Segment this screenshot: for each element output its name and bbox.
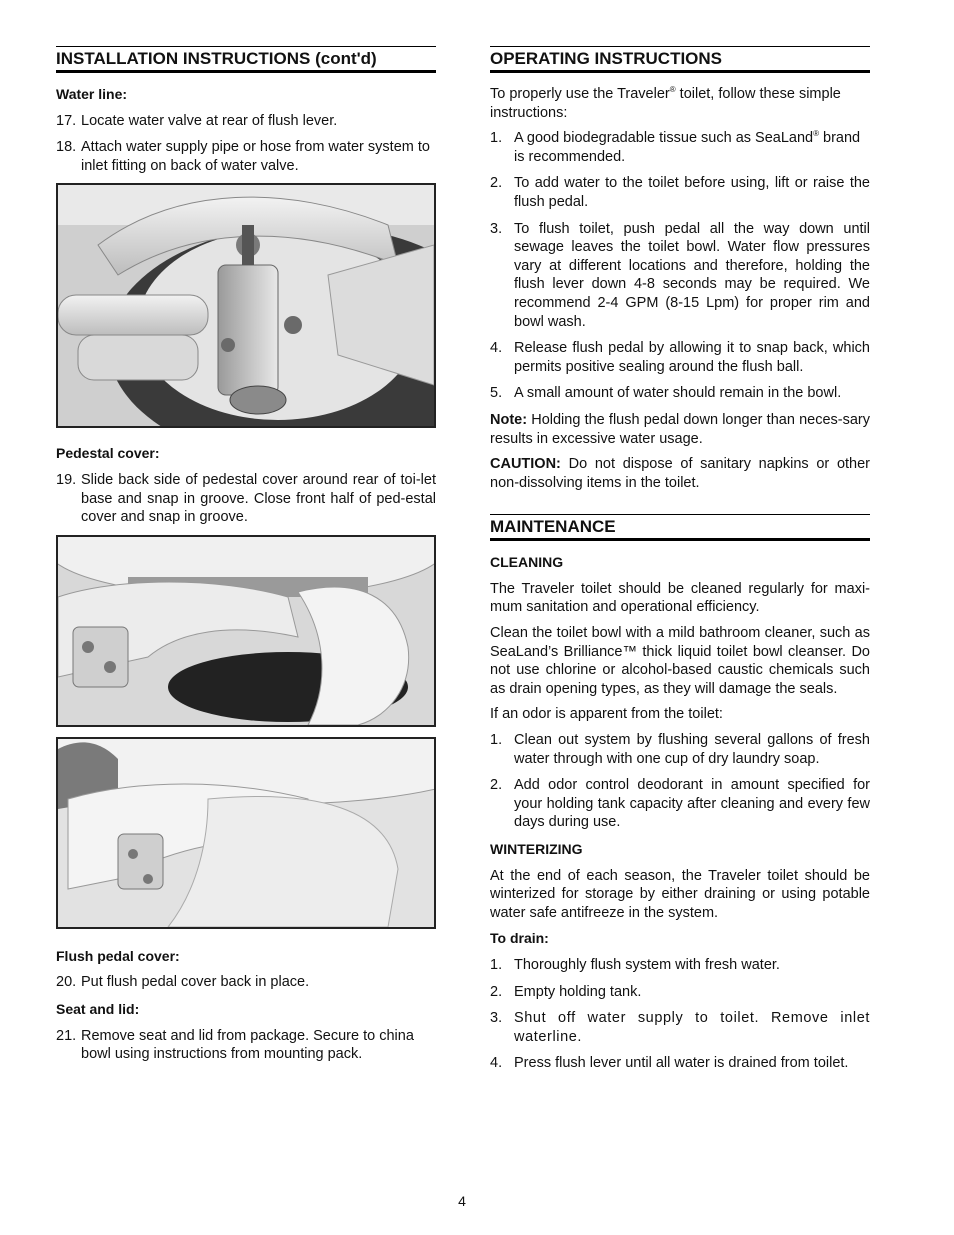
drain-title: To drain: (490, 930, 549, 947)
step-number: 1. (490, 130, 503, 147)
drain-step-3 (490, 1009, 870, 1046)
pedestal-cover-title: Pedestal cover: (56, 445, 160, 462)
drain-step-2 (490, 983, 870, 1002)
flush-pedal-cover-title: Flush pedal cover: (56, 947, 180, 964)
page-number: 4 (458, 1193, 466, 1209)
step-number: 18. (56, 139, 77, 156)
step-text: Thoroughly flush system with fresh water. (514, 956, 780, 973)
installation-heading: INSTALLATION INSTRUCTIONS (cont'd) (56, 46, 436, 73)
pedestal-cover-closed-photo (56, 737, 436, 929)
step-text-a: A good biodegradable tissue such as SeaLand (514, 130, 814, 147)
note-paragraph (490, 411, 870, 448)
right-column (490, 46, 870, 1081)
step-number: 19. (56, 471, 77, 488)
registered-mark: ® (669, 85, 676, 95)
step-text: Shut off water supply to toilet. Remove inlet waterline. (514, 1010, 870, 1045)
cleaning-paragraph-2: Clean the toilet bowl with a mild bathroom cleaner, such as SeaLand’s Brilliance™ thick liquid toilet bowl cleanser. Do not use chlorine or alcohol-based caustic chemicals such as drain opening types, as they will damage the seals. (490, 625, 870, 697)
operating-heading: OPERATING INSTRUCTIONS (490, 46, 870, 73)
step-number: 17. (56, 112, 77, 129)
step-text: Slide back side of pedestal cover around rear of toi-let base and snap in groove. Close front half of ped-estal cover and snap in groove. (81, 471, 436, 526)
step-number: 4. (490, 340, 503, 357)
step-text: Locate water valve at rear of flush lever. (81, 112, 338, 129)
step-number: 3. (490, 220, 503, 237)
step-number: 2. (490, 777, 503, 794)
caution-paragraph (490, 455, 870, 492)
intro-text-end: toilet, follow these simple instructions: (490, 86, 841, 121)
water-valve-photo (56, 183, 436, 428)
step-number: 2. (490, 983, 503, 1000)
step-text: Remove seat and lid from package. Secure to china bowl using instructions from mounting pack. (81, 1027, 414, 1063)
pedestal-cover-open-photo (56, 535, 436, 727)
odor-intro: If an odor is apparent from the toilet: (490, 706, 723, 723)
drain-step-4 (490, 1054, 870, 1073)
operating-step-2 (490, 174, 870, 211)
step-number: 20. (56, 974, 77, 991)
winterizing-title: WINTERIZING (490, 841, 583, 857)
note-label: Note: (490, 411, 528, 428)
step-17 (56, 112, 436, 131)
operating-step-3 (490, 220, 870, 332)
maintenance-heading: MAINTENANCE (490, 514, 870, 541)
step-20 (56, 973, 436, 992)
odor-step-2 (490, 776, 870, 832)
step-18 (56, 138, 436, 175)
step-number: 3. (490, 1010, 503, 1027)
step-21 (56, 1027, 436, 1064)
left-column (56, 46, 436, 1072)
cleaning-title: CLEANING (490, 554, 564, 571)
odor-step-1 (490, 731, 870, 768)
cleaning-paragraph-1: The Traveler toilet should be cleaned regularly for maxi-mum sanitation and operational efficiency. (490, 580, 870, 616)
seat-and-lid-title: Seat and lid: (56, 1000, 140, 1017)
registered-mark: ® (813, 129, 819, 139)
operating-step-5 (490, 384, 870, 403)
step-text: Clean out system by flushing several gallons of fresh water through with one cup of dry laundry soap. (514, 732, 870, 767)
step-number: 5. (490, 385, 503, 402)
step-number: 1. (490, 956, 503, 973)
caution-text: Do not dispose of sanitary napkins or other non-dissolving items in the toilet. (490, 456, 870, 491)
step-text: A small amount of water should remain in the bowl. (514, 385, 842, 402)
step-text: Add odor control deodorant in amount specified for your holding tank capacity after cleaning and every few days during use. (514, 777, 870, 831)
step-text: Attach water supply pipe or hose from water system to inlet fitting on back of water valve. (81, 139, 430, 174)
step-number: 1. (490, 732, 503, 749)
step-number: 4. (490, 1055, 503, 1072)
step-text: Release flush pedal by allowing it to snap back, which permits positive sealing around the flush ball. (514, 340, 870, 375)
drain-step-1 (490, 956, 870, 975)
step-text: To add water to the toilet before using, lift or raise the flush pedal. (514, 175, 870, 210)
intro-text: To properly use the Traveler (490, 86, 670, 102)
step-text: To flush toilet, push pedal all the way down until sewage leaves the toilet bowl. Water flow pressures vary at different locations and therefore, holding the flush lever down 4-8 seconds may be required. We recommend 2-4 GPM (8-15 Lpm) for proper rim and bowl wash. (514, 220, 870, 330)
step-text: Press flush lever until all water is drained from toilet. (514, 1055, 849, 1072)
step-19 (56, 471, 436, 527)
winterizing-paragraph: At the end of each season, the Traveler toilet should be winterized for storage by either draining or using potable water safe antifreeze in the system. (490, 867, 870, 921)
water-line-title: Water line: (56, 86, 128, 102)
step-text-b: brand is recommended. (514, 130, 861, 165)
operating-intro (490, 85, 870, 122)
step-text: Empty holding tank. (514, 983, 642, 1000)
caution-label: CAUTION: (490, 456, 561, 473)
operating-step-4 (490, 339, 870, 376)
step-number: 2. (490, 175, 503, 192)
note-text: Holding the flush pedal down longer than neces-sary results in excessive water usage. (490, 411, 870, 447)
step-text (514, 129, 870, 166)
step-number: 21. (56, 1027, 77, 1044)
operating-step-1 (490, 129, 870, 166)
step-text: Put flush pedal cover back in place. (81, 974, 310, 991)
